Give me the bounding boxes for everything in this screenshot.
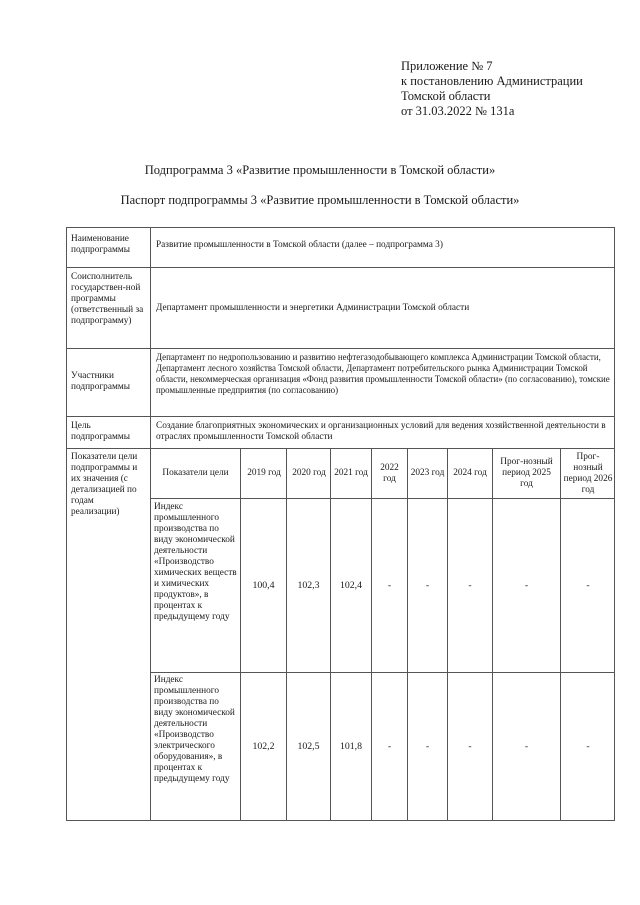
coexecutor-label: Соисполнитель государствен-ной программы (ответственный за подпрограмму) — [71, 272, 144, 326]
indicator-value: - — [468, 741, 472, 752]
header-year: 2021 год — [334, 468, 368, 478]
indicator-value: - — [425, 741, 430, 752]
col-divider — [492, 448, 493, 821]
inner-row-divider — [150, 672, 615, 673]
indicator-value: 102,4 — [339, 580, 363, 591]
coexecutor-value: Департамент промышленности и энергетики Администрации Томской области — [156, 303, 470, 313]
subprogram-title: Подпрограмма 3 «Развитие промышленности в Томской области» — [144, 163, 496, 177]
row-divider — [66, 267, 615, 268]
passport-table — [66, 227, 615, 821]
indicator-name: Индекс промышленного производства по виду экономической деятельности «Производство химических веществ и химических продуктов», в процентах к предыдущему году — [154, 502, 237, 622]
passport-title: Паспорт подпрограммы 3 «Развитие промышленности в Томской области» — [120, 193, 520, 207]
col-divider — [560, 448, 561, 821]
col-divider — [447, 448, 448, 821]
indicator-value: - — [425, 580, 430, 591]
header-year: 2019 год — [247, 468, 281, 478]
indicator-value: - — [586, 580, 590, 591]
indicator-value: - — [387, 580, 392, 591]
indicator-value: 102,3 — [297, 580, 320, 591]
appendix-line-1: Приложение № 7 — [401, 59, 493, 73]
indicator-value: - — [468, 580, 472, 591]
indicator-name: Индекс промышленного производства по виду экономической деятельности «Производство электрического оборудования», в процентах к предыдущему году — [154, 675, 235, 784]
name-value: Развитие промышленности в Томской области (далее – подпрограмма 3) — [156, 240, 443, 250]
indicator-value: 102,2 — [252, 741, 275, 752]
header-forecast: Прог-нозный период 2025 год — [500, 457, 553, 489]
col-divider — [407, 448, 408, 821]
participants-label: Участники подпрограммы — [71, 371, 130, 392]
inner-row-divider — [150, 498, 615, 499]
goal-label: Цель подпрограммы — [71, 421, 130, 442]
name-label: Наименование подпрограммы — [71, 234, 130, 255]
appendix-line-2: к постановлению Администрации — [401, 74, 583, 88]
appendix-block — [401, 59, 583, 119]
goal-value: Создание благоприятных экономических и организационных условий для ведения хозяйственной деятельности в отраслях промышленности Томской области — [156, 421, 606, 442]
header-year: 2020 год — [292, 468, 326, 478]
indicator-value: - — [586, 741, 590, 752]
col-divider — [371, 448, 372, 821]
col-divider — [286, 448, 287, 821]
indicator-value: 100,4 — [252, 580, 275, 591]
header-year: 2022 год — [380, 462, 399, 484]
participants-value: Департамент по недропользованию и развитию нефтегазодобывающего комплекса Администрации Томской области, Департамент лесного хозяйства Томской области, Департамент потребительского рынка Администрации Томской области, некоммерческая организация «Фонд развития промышленности Томской области» (по согласованию), томские промышленные предприятия (по согласованию) — [156, 352, 610, 395]
col-divider — [240, 448, 241, 821]
header-indicator: Показатели цели — [162, 468, 229, 478]
indicator-value: - — [387, 741, 392, 752]
col-divider — [330, 448, 331, 821]
indicator-value: 101,8 — [339, 741, 363, 752]
indicators-label: Показатели цели подпрограммы и их значения (с детализацией по годам реализации) — [71, 452, 138, 517]
row-divider — [66, 348, 615, 349]
header-forecast: Прог-нозный период 2026 год — [563, 451, 613, 495]
header-year: 2023 год — [410, 468, 445, 478]
row-divider — [66, 416, 615, 417]
indicator-value: 102,5 — [297, 741, 320, 752]
indicator-value: - — [524, 741, 529, 752]
appendix-line-4: от 31.03.2022 № 131а — [401, 104, 515, 118]
header-year: 2024 год — [453, 468, 487, 478]
indicator-value: - — [524, 580, 529, 591]
label-column-divider — [150, 227, 151, 821]
appendix-line-3: Томской области — [401, 89, 491, 103]
